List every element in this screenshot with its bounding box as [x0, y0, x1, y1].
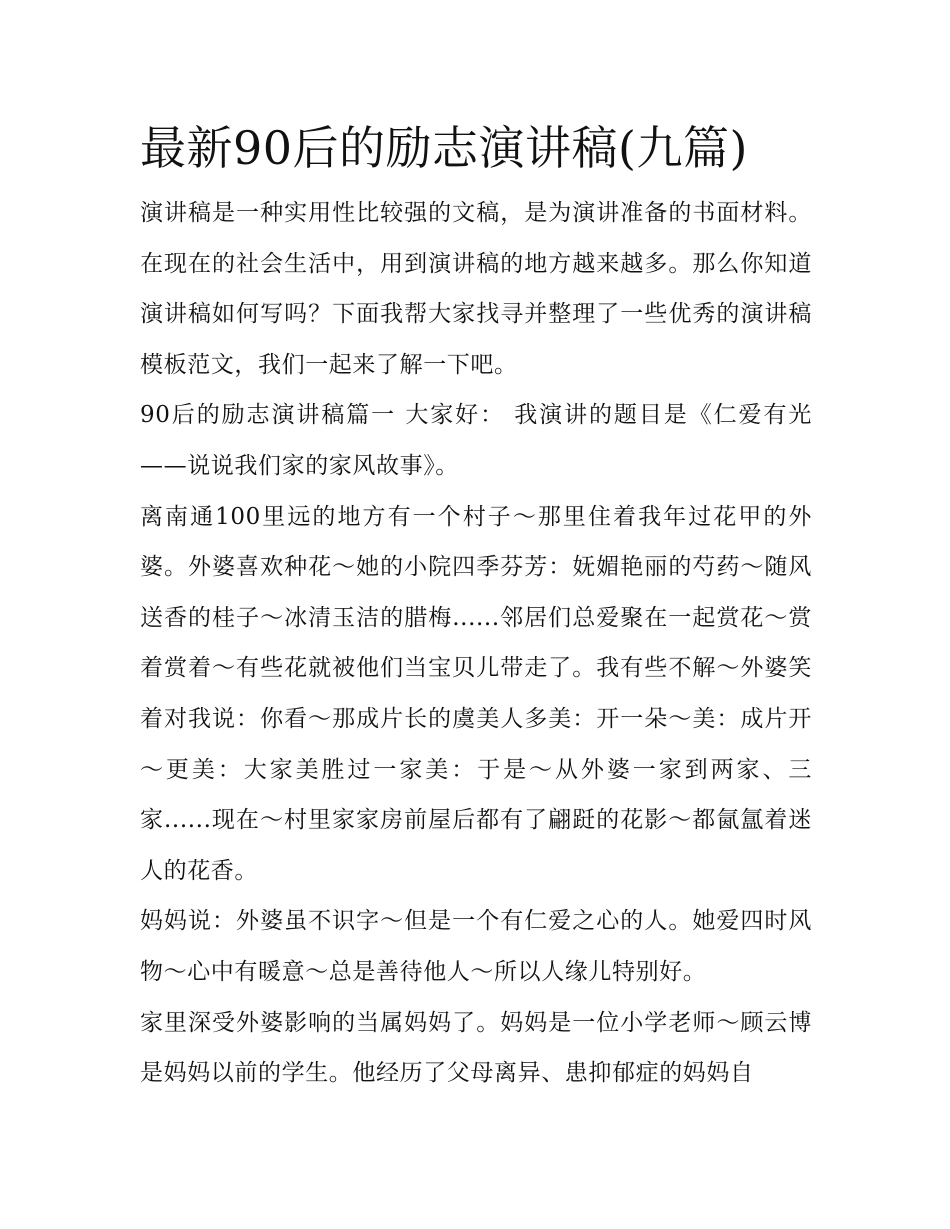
paragraph-mother-teacher: 家里深受外婆影响的当属妈妈了。妈妈是一位小学老师～顾云博是妈妈以前的学生。他经历了父母离异、患抑郁症的妈妈自: [140, 1009, 812, 1087]
paragraph-mother-says: 妈妈说：外婆虽不识字～但是一个有仁爱之心的人。她爱四时风物～心中有暖意～总是善待他人～所以人缘儿特别好。: [140, 908, 812, 985]
document-page: [140, 112, 812, 1099]
paragraph-intro: 演讲稿是一种实用性比较强的文稿，是为演讲准备的书面材料。在现在的社会生活中，用到演讲稿的地方越来越多。那么你知道演讲稿如何写吗？下面我帮大家找寻并整理了一些优秀的演讲稿模板范文，我们一起来了解一下吧。: [140, 200, 812, 378]
paragraph-speech-one-opening: 90后的励志演讲稿篇一 大家好： 我演讲的题目是《仁爱有光——说说我们家的家风故事》。: [140, 402, 812, 479]
document-title: 最新90后的励志演讲稿(九篇): [140, 121, 748, 175]
paragraph-grandmother-flowers: 离南通100里远的地方有一个村子～那里住着我年过花甲的外婆。外婆喜欢种花～她的小院四季芬芳：妩媚艳丽的芍药～随风送香的桂子～冰清玉洁的腊梅......邻居们总爱聚在一起赏花～赏着赏着～有些花就被他们当宝贝儿带走了。我有些不解～外婆笑着对我说：你看～那成片长的虞美人多美：开一朵～美：成片开～更美：大家美胜过一家美：于是～从外婆一家到两家、三家......现在～村里家家房前屋后都有了翩跹的花影～都氤氲着迷人的花香。: [140, 503, 812, 884]
